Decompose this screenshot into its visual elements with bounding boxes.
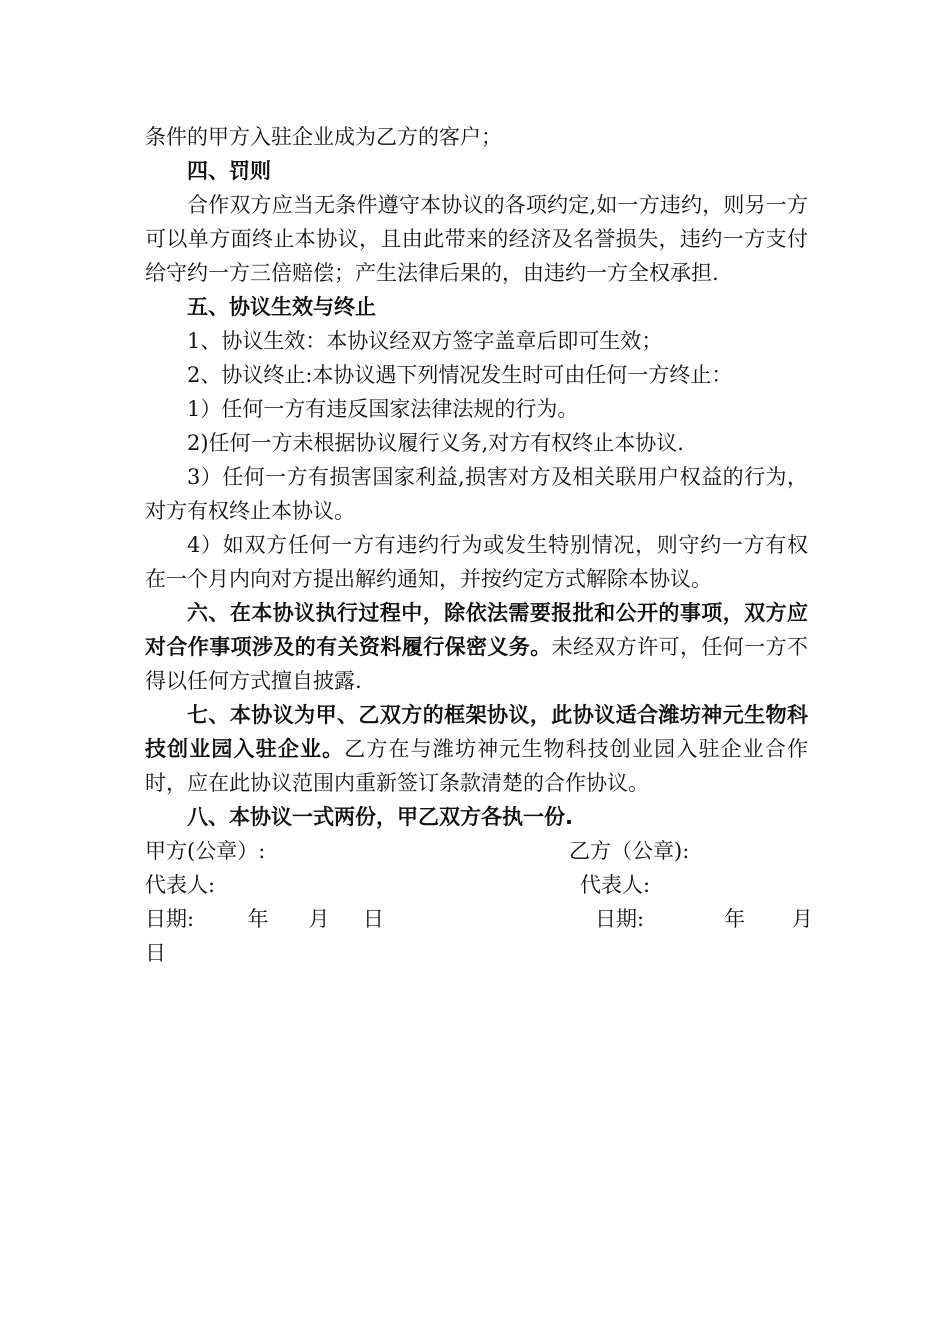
confidentiality-clause [145, 596, 808, 698]
confidentiality-clause-rest: 未经双方许可，任何一方不得以任何方式擅自披露. [145, 635, 809, 693]
party-a-seal-label: 甲方(公章）: [145, 839, 266, 863]
date-row [145, 902, 813, 936]
party-b-date-label: 日期: 年 月 [595, 907, 813, 931]
termination-item-2: 2)任何一方未根据协议履行义务,对方有权终止本协议. [187, 431, 684, 455]
party-a-representative-label: 代表人: [145, 873, 216, 897]
section-heading-penalty: 四、罚则 [187, 159, 271, 183]
penalty-paragraph: 合作双方应当无条件遵守本协议的各项约定,如一方违约，则另一方可以单方面终止本协议，且由此带来的经济及名誉损失，违约一方支付给守约一方三倍赔偿；产生法律后果的，由违约一方全权承担. [145, 193, 808, 285]
date-overflow-day: 日 [145, 941, 166, 965]
termination-item-3: 3）任何一方有损害国家利益,损害对方及相关联用户权益的行为，对方有权终止本协议。 [145, 465, 808, 523]
party-a-date-label: 日期: 年 月 日 [145, 907, 384, 931]
confidentiality-clause-bold: 六、在本协议执行过程中，除依法需要报批和公开的事项，双方应对合作事项涉及的有关资料履行保密义务。 [145, 601, 808, 659]
clause-effect: 1、协议生效：本协议经双方签字盖章后即可生效； [187, 329, 663, 353]
party-b-representative-label: 代表人: [580, 873, 651, 897]
document-body [145, 120, 813, 970]
copies-clause: 八、本协议一式两份，甲乙双方各执一份. [187, 805, 573, 829]
section-heading-effect-termination: 五、协议生效与终止 [187, 295, 376, 319]
seal-row [145, 834, 808, 868]
clause-termination: 2、协议终止:本协议遇下列情况发生时可由任何一方终止： [187, 363, 733, 387]
termination-item-4: 4）如双方任何一方有违约行为或发生特别情况，则守约一方有权在一个月内向对方提出解约通知，并按约定方式解除本协议。 [145, 533, 808, 591]
framework-clause [145, 698, 808, 800]
representative-row [145, 868, 808, 902]
framework-clause-bold: 七、本协议为甲、乙双方的框架协议，此协议适合潍坊神元生物科技创业园入驻企业。 [145, 703, 808, 761]
framework-clause-rest: 乙方在与潍坊神元生物科技创业园入驻企业合作时，应在此协议范围内重新签订条款清楚的合作协议。 [145, 737, 809, 795]
party-b-seal-label: 乙方（公章): [569, 839, 690, 863]
termination-item-1: 1）任何一方有违反国家法律法规的行为。 [187, 397, 579, 421]
paragraph-continuation: 条件的甲方入驻企业成为乙方的客户； [145, 125, 502, 149]
